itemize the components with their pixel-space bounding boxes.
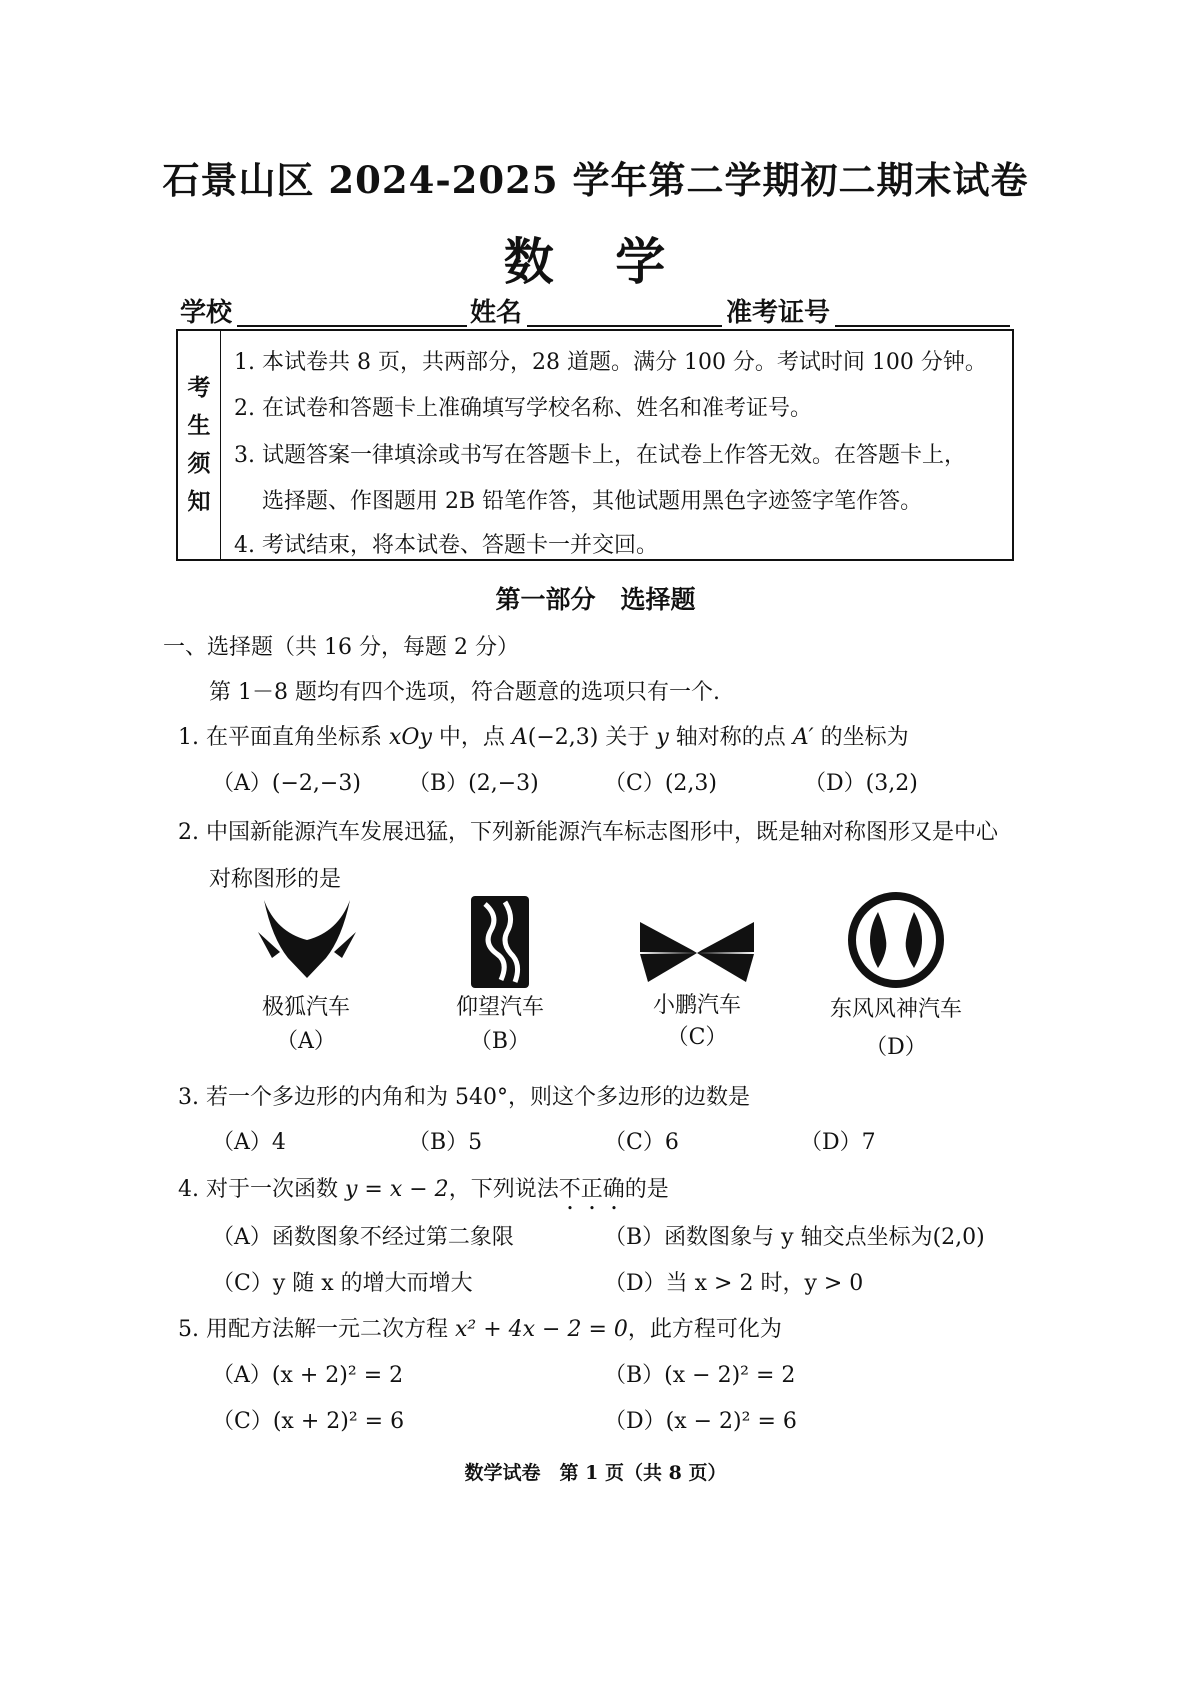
question-3-stem [178, 1080, 750, 1111]
logo-a-label: 极狐汽车 [261, 995, 350, 1020]
stem-text: 轴对称的点 [668, 725, 793, 750]
notice-side-char: 生 [187, 412, 211, 439]
math-var: xOy [389, 725, 432, 750]
exam-id-field-line[interactable] [835, 325, 1010, 327]
stem-text: ，此方程可化为 [627, 1317, 782, 1342]
logo-d-label: 东风风神汽车 [829, 997, 962, 1022]
stem-text: 中国新能源汽车发展迅猛，下列新能源汽车标志图形中，既是轴对称图形又是中心 [206, 820, 999, 845]
question-number: 4. [178, 1177, 199, 1202]
question-4-option-d[interactable]: （D）当 x > 2 时，y > 0 [604, 1271, 864, 1296]
question-5-option-a[interactable]: （A）(x + 2)² = 2 [212, 1363, 404, 1388]
math-expression: x² + 4x − 2 = 0 [455, 1317, 628, 1342]
student-info-fields [180, 292, 1010, 332]
math-var: A [511, 725, 528, 750]
stem-text: 用配方法解一元二次方程 [206, 1317, 455, 1342]
school-label: 学校 [180, 298, 233, 328]
notice-line-2: 2. 在试卷和答题卡上准确填写学校名称、姓名和准考证号。 [234, 396, 812, 421]
question-4-option-b[interactable]: （B）函数图象与 y 轴交点坐标为(2,0) [604, 1225, 985, 1250]
question-3-option-c[interactable]: （C）6 [604, 1130, 679, 1155]
stem-text: 的坐标为 [813, 725, 909, 750]
notice-line-3: 3. 试题答案一律填涂或书写在答题卡上，在试卷上作答无效。在答题卡上， [234, 443, 966, 468]
question-3-option-b[interactable]: （B）5 [408, 1130, 483, 1155]
notice-side-label [178, 331, 221, 559]
notice-side-char: 知 [187, 488, 211, 515]
stem-text: 若一个多边形的内角和为 540°，则这个多边形的边数是 [206, 1085, 750, 1110]
question-5-option-b[interactable]: （B）(x − 2)² = 2 [604, 1363, 796, 1388]
notice-box [176, 329, 1014, 561]
question-number: 1. [178, 725, 199, 750]
dongfeng-logo-image[interactable] [848, 892, 944, 988]
notice-line-1: 1. 本试卷共 8 页，共两部分，28 道题。满分 100 分。考试时间 100 分钟。 [234, 350, 987, 375]
question-1-option-c[interactable]: （C）(2,3) [604, 771, 717, 796]
question-number: 2. [178, 820, 199, 845]
notice-line-3b: 选择题、作图题用 2B 铅笔作答，其他试题用黑色字迹签字笔作答。 [262, 489, 923, 514]
question-2-stem [178, 815, 998, 846]
question-number: 5. [178, 1317, 199, 1342]
question-1-stem [178, 720, 909, 751]
logo-c-letter[interactable]: （C） [666, 1025, 728, 1050]
section-heading: 一、选择题（共 16 分，每题 2 分） [163, 635, 519, 660]
logo-b-letter[interactable]: （B） [469, 1029, 531, 1054]
stem-text: 对于一次函数 [206, 1177, 345, 1202]
notice-line-4: 4. 考试结束，将本试卷、答题卡一并交回。 [234, 533, 658, 558]
jihu-logo-image[interactable] [258, 898, 356, 980]
notice-side-char: 考 [187, 374, 211, 401]
page-footer: 数学试卷 第 1 页（共 8 页） [464, 1462, 727, 1484]
notice-side-char: 须 [187, 450, 211, 477]
stem-text: (−2,3) 关于 [527, 725, 657, 750]
math-expression: y = x − 2 [345, 1177, 449, 1202]
question-1-option-a[interactable]: （A）(−2,−3) [212, 771, 361, 796]
math-var: y [656, 725, 669, 750]
section-instruction: 第 1－8 题均有四个选项，符合题意的选项只有一个. [209, 680, 720, 705]
question-number: 3. [178, 1085, 199, 1110]
question-4-option-a[interactable]: （A）函数图象不经过第二象限 [212, 1225, 514, 1250]
emphasized-text: 不正确 [558, 1177, 625, 1202]
question-4-stem [178, 1172, 669, 1215]
subject-title: 数 学 [503, 232, 688, 291]
question-1-option-b[interactable]: （B）(2,−3) [408, 771, 539, 796]
question-5-option-d[interactable]: （D）(x − 2)² = 6 [604, 1409, 797, 1434]
question-4-option-c[interactable]: （C）y 随 x 的增大而增大 [212, 1271, 473, 1296]
logo-b-label: 仰望汽车 [455, 995, 544, 1020]
stem-text: ，下列说法 [448, 1177, 559, 1202]
exam-title: 石景山区 2024-2025 学年第二学期初二期末试卷 [162, 158, 1029, 202]
logo-a-letter[interactable]: （A） [276, 1029, 336, 1054]
yangwang-logo-image[interactable] [471, 896, 529, 988]
question-5-stem [178, 1312, 782, 1343]
question-5-option-c[interactable]: （C）(x + 2)² = 6 [212, 1409, 405, 1434]
xpeng-logo-image[interactable] [640, 922, 754, 984]
stem-text: 在平面直角坐标系 [206, 725, 389, 750]
question-3-option-d[interactable]: （D）7 [800, 1130, 876, 1155]
logo-d-letter[interactable]: （D） [865, 1035, 927, 1060]
math-var: A′ [792, 725, 814, 750]
name-label: 姓名 [470, 298, 523, 328]
stem-text: 中，点 [431, 725, 512, 750]
question-3-option-a[interactable]: （A）4 [212, 1130, 286, 1155]
part-title: 第一部分 选择题 [495, 585, 696, 614]
school-field-line[interactable] [237, 325, 467, 327]
stem-text: 的是 [624, 1177, 669, 1202]
question-2-stem-line2: 对称图形的是 [209, 867, 342, 892]
question-1-option-d[interactable]: （D）(3,2) [804, 771, 918, 796]
name-field-line[interactable] [527, 325, 722, 327]
logo-c-label: 小鹏汽车 [652, 993, 741, 1018]
exam-id-label: 准考证号 [726, 298, 831, 328]
